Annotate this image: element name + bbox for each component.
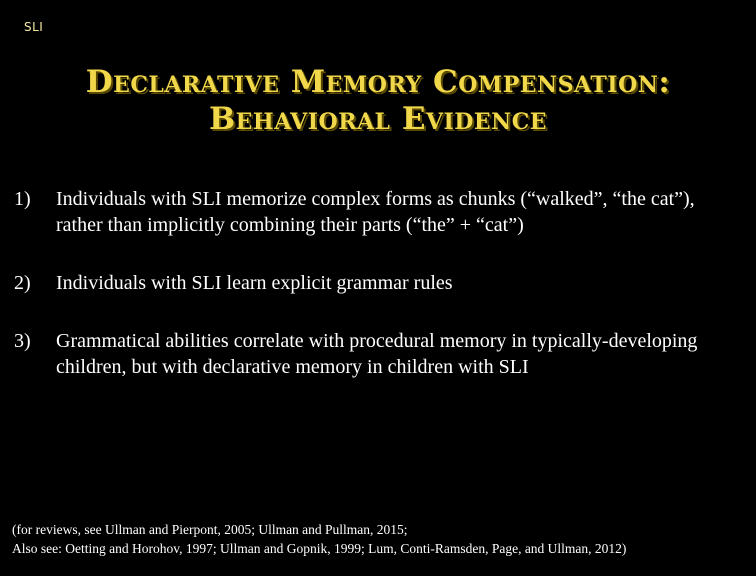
- point-text: Individuals with SLI learn explicit grammar rules: [56, 272, 453, 294]
- point-text: Grammatical abilities correlate with procedural memory in typically-developing children, but with declarative memory in children with SLI: [56, 330, 698, 378]
- section-tag: sli: [24, 16, 44, 36]
- references-line-2: Also see: Oetting and Horohov, 1997; Ullman and Gopnik, 1999; Lum, Conti-Ramsden, Page, and Ullman, 2012): [12, 541, 627, 556]
- point-number: 2): [14, 272, 31, 294]
- list-item: [14, 328, 744, 380]
- list-item: [14, 186, 744, 238]
- list-item: [14, 270, 744, 296]
- point-text: Individuals with SLI memorize complex forms as chunks (“walked”, “the cat”), rather than implicitly combining their parts (“the” + “cat”): [56, 188, 695, 236]
- point-number: 3): [14, 330, 31, 352]
- slide-title: [0, 64, 756, 138]
- point-number: 1): [14, 188, 31, 210]
- references: [12, 520, 752, 558]
- point-list: [14, 186, 744, 412]
- slide-title-line-2: Behavioral Evidence: [208, 101, 548, 137]
- slide-title-line-1: Declarative Memory Compensation:: [85, 64, 671, 100]
- references-line-1: (for reviews, see Ullman and Pierpont, 2005; Ullman and Pullman, 2015;: [12, 522, 408, 537]
